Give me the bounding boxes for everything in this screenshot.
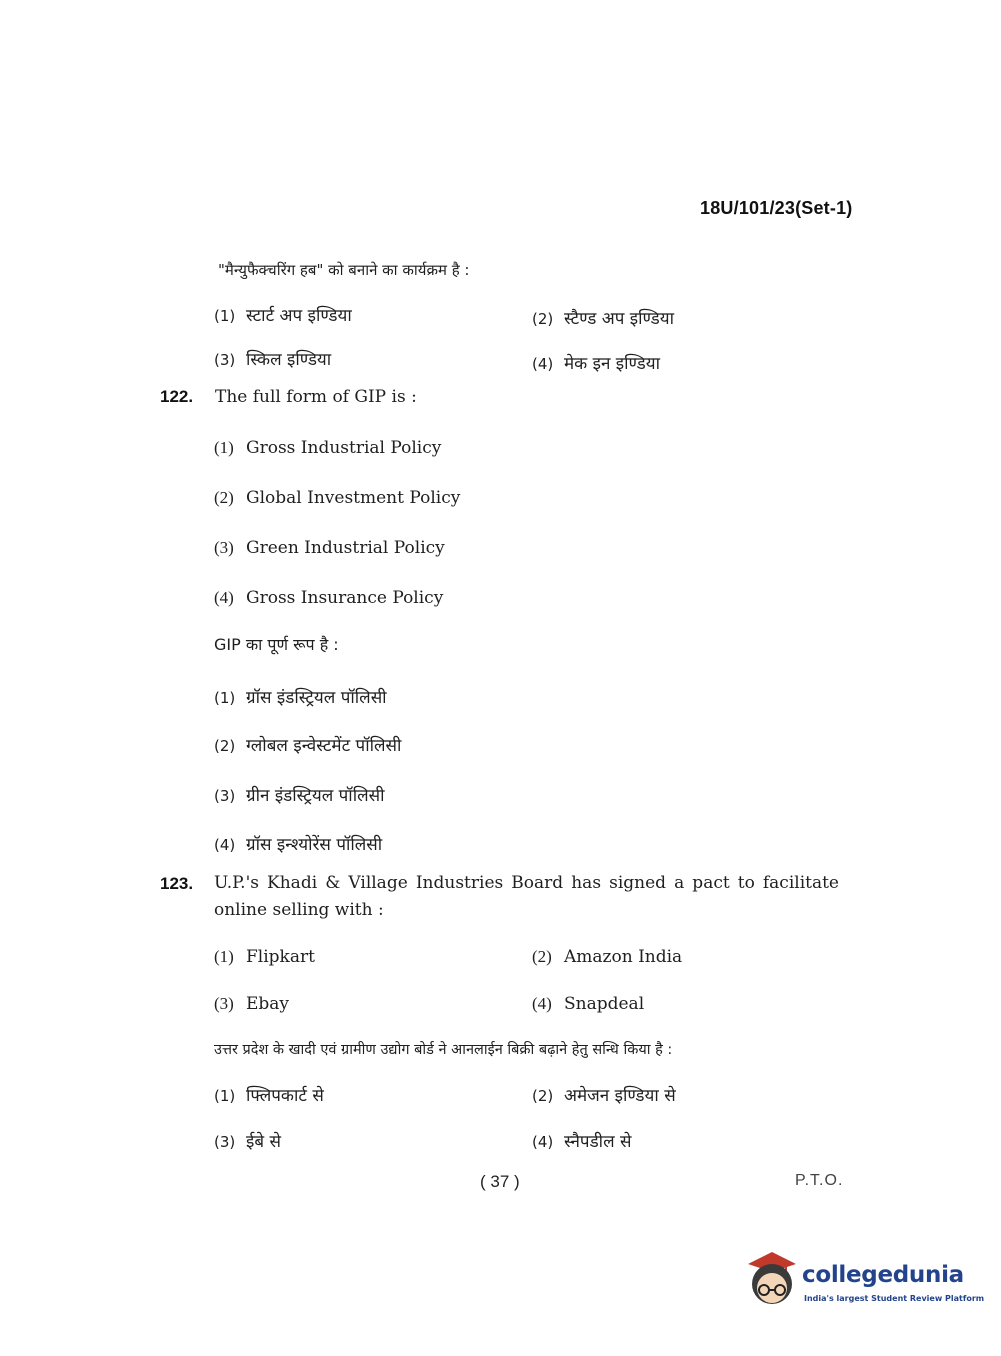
option-number: (4) xyxy=(532,994,552,1013)
paper-code: 18U/101/23(Set-1) xyxy=(700,198,853,218)
collegedunia-logo xyxy=(742,1250,985,1310)
option-text: ग्लोबल इन्वेस्टमेंट पॉलिसी xyxy=(246,736,402,756)
option-text: स्टार्ट अप इण्डिया xyxy=(246,306,352,326)
option-number: (1) xyxy=(214,689,236,707)
option-text: स्टैण्ड अप इण्डिया xyxy=(564,309,674,329)
option-number: (3) xyxy=(214,994,234,1013)
q121-hi-option-3 xyxy=(214,348,331,372)
option-number: (3) xyxy=(214,1133,236,1151)
option-text: स्किल इण्डिया xyxy=(246,350,332,370)
option-number: (3) xyxy=(214,351,236,369)
option-number: (4) xyxy=(532,1133,554,1151)
q122-question-hi: GIP का पूर्ण रूप है : xyxy=(214,635,339,654)
option-text: Flipkart xyxy=(246,947,315,967)
option-text: ग्रॉस इंडस्ट्रियल पॉलिसी xyxy=(246,688,387,708)
q122-hi-option-4 xyxy=(214,833,382,857)
q122-hi-option-2 xyxy=(214,734,401,758)
q123-en-option-2 xyxy=(532,945,682,969)
option-number: (2) xyxy=(532,1087,554,1105)
q123-en-option-3 xyxy=(214,992,289,1016)
option-number: (3) xyxy=(214,787,236,805)
option-text: ग्रीन इंडस्ट्रियल पॉलिसी xyxy=(246,786,385,806)
option-number: (4) xyxy=(214,836,236,854)
option-number: (2) xyxy=(214,488,234,507)
q122-number: 122. xyxy=(160,387,194,406)
page-number: ( 37 ) xyxy=(480,1172,520,1191)
q123-en-option-1 xyxy=(214,945,315,969)
option-number: (1) xyxy=(214,947,234,966)
q122-en-option-3 xyxy=(214,536,445,560)
option-text: Green Industrial Policy xyxy=(246,538,445,558)
q123-en-option-4 xyxy=(532,992,644,1016)
q122-en-option-1 xyxy=(214,436,441,460)
option-text: Snapdeal xyxy=(564,994,645,1014)
q122-hi-option-3 xyxy=(214,784,385,808)
option-number: (3) xyxy=(214,538,234,557)
option-number: (1) xyxy=(214,307,236,325)
option-text: Ebay xyxy=(246,994,290,1014)
q123-hi-option-1 xyxy=(214,1084,324,1108)
option-number: (1) xyxy=(214,1087,236,1105)
brand-name: collegedunia xyxy=(802,1262,964,1288)
q123-hi-option-4 xyxy=(532,1130,632,1154)
option-text: मेक इन इण्डिया xyxy=(564,354,660,374)
q122-hi-option-1 xyxy=(214,686,387,710)
option-text: अमेजन इण्डिया से xyxy=(564,1086,676,1106)
option-number: (2) xyxy=(214,737,236,755)
option-number: (4) xyxy=(532,355,554,373)
option-text: ईबे से xyxy=(246,1132,281,1152)
q123-number: 123. xyxy=(160,874,194,893)
q123-question-en: U.P.'s Khadi & Village Industries Board has signed a pact to facilitate online selling with : xyxy=(214,873,839,920)
option-text: स्नैपडील से xyxy=(564,1132,632,1152)
mascot-icon xyxy=(742,1250,802,1310)
q123-hi-option-2 xyxy=(532,1084,676,1108)
q122-en-option-2 xyxy=(214,486,460,510)
brand-tagline: India's largest Student Review Platform xyxy=(804,1294,985,1303)
option-number: (1) xyxy=(214,438,234,457)
q121-hi-option-1 xyxy=(214,304,352,328)
q122-question-en: The full form of GIP is : xyxy=(215,387,417,407)
option-number: (2) xyxy=(532,947,552,966)
q122-en-option-4 xyxy=(214,586,443,610)
option-text: Amazon India xyxy=(564,947,683,967)
q121-hi-option-2 xyxy=(532,307,674,331)
option-text: ग्रॉस इन्श्योरेंस पॉलिसी xyxy=(246,835,383,855)
option-text: Gross Industrial Policy xyxy=(246,438,442,458)
q123-question-hi: उत्तर प्रदेश के खादी एवं ग्रामीण उद्योग बोर्ड ने आनलाईन बिक्री बढ़ाने हेतु सन्धि किया है : xyxy=(214,1042,673,1058)
pto-label: P.T.O. xyxy=(795,1172,844,1189)
q121-hi-option-4 xyxy=(532,352,660,376)
q121-hindi-stem: "मैन्युफैक्चरिंग हब" को बनाने का कार्यक्रम है : xyxy=(218,261,470,279)
option-text: Global Investment Policy xyxy=(246,488,461,508)
option-text: फ्लिपकार्ट से xyxy=(246,1086,324,1106)
option-number: (2) xyxy=(532,310,554,328)
option-text: Gross Insurance Policy xyxy=(246,588,444,608)
q123-hi-option-3 xyxy=(214,1130,281,1154)
option-number: (4) xyxy=(214,588,234,607)
